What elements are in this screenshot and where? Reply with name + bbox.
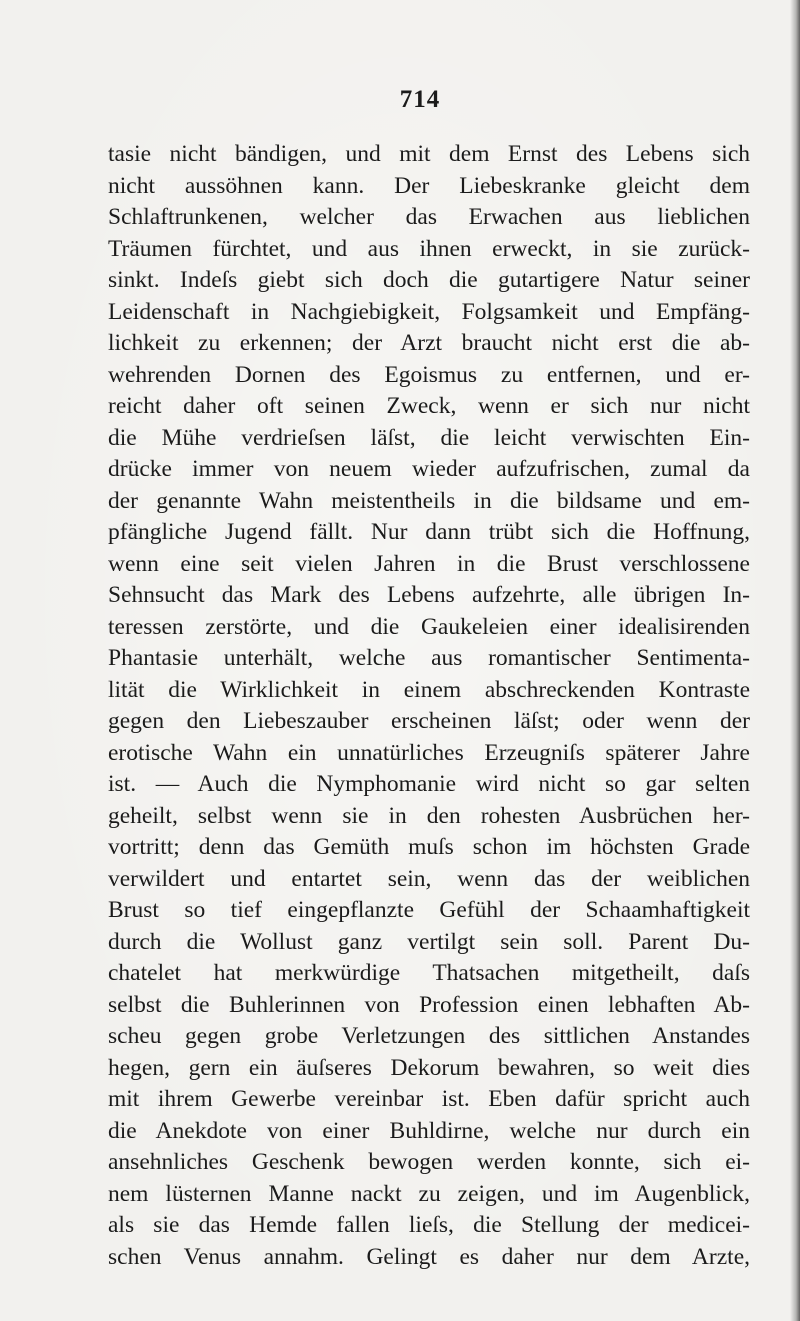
text-line: sinkt. Indeſs giebt sich doch die gutartigere Natur seiner <box>108 267 750 293</box>
text-line: Brust so tief eingepflanzte Gefühl der Schaamhaftigkeit <box>108 897 750 923</box>
text-line: selbst die Buhlerinnen von Profession einen lebhaften Ab- <box>108 991 750 1018</box>
page-number: 714 <box>399 86 441 113</box>
text-line: Phantasie unterhält, welche aus romantischer Sentimenta- <box>108 645 750 671</box>
text-line: lichkeit zu erkennen; der Arzt braucht nicht erst die ab- <box>108 330 750 356</box>
text-line: wenn eine seit vielen Jahren in die Brust verschlossene <box>108 550 750 577</box>
text-line: nem lüsternen Manne nackt zu zeigen, und im Augenblick, <box>108 1180 750 1207</box>
text-line: ansehnliches Geschenk bewogen werden konnte, sich ei- <box>108 1149 750 1175</box>
text-line: der genannte Wahn meistentheils in die bildsame und em- <box>108 487 750 514</box>
text-line: Leidenschaft in Nachgiebigkeit, Folgsamkeit und Empfäng- <box>108 298 750 325</box>
text-line: tasie nicht bändigen, und mit dem Ernst des Lebens sich <box>108 141 750 167</box>
text-line: schen Venus annahm. Gelingt es daher nur dem Arzte, <box>108 1243 750 1270</box>
text-line: durch die Wollust ganz vertilgt sein soll. Parent Du- <box>108 928 750 955</box>
text-line: Sehnsucht das Mark des Lebens aufzehrte, alle übrigen In- <box>108 582 750 608</box>
text-line: nicht aussöhnen kann. Der Liebeskranke gleicht dem <box>108 172 750 199</box>
text-line: die Anekdote von einer Buhldirne, welche nur durch ein <box>108 1117 750 1144</box>
body-text <box>108 139 750 1273</box>
text-line: erotische Wahn ein unnatürliches Erzeugniſs späterer Jahre <box>108 739 750 766</box>
text-line: gegen den Liebeszauber erscheinen läſst; oder wenn der <box>108 708 750 734</box>
text-line: wehrenden Dornen des Egoismus zu entfernen, und er- <box>108 361 750 388</box>
text-line: geheilt, selbst wenn sie in den rohesten Ausbrüchen her- <box>108 802 750 829</box>
text-line: chatelet hat merkwürdige Thatsachen mitgetheilt, daſs <box>108 960 750 986</box>
text-line: lität die Wirklichkeit in einem abschreckenden Kontraste <box>108 676 750 703</box>
page-edge-shadow <box>790 0 800 1321</box>
text-line: drücke immer von neuem wieder aufzufrischen, zumal da <box>108 456 750 482</box>
text-line: vortritt; denn das Gemüth muſs schon im höchsten Grade <box>108 834 750 860</box>
text-line: ist. — Auch die Nymphomanie wird nicht so gar selten <box>108 771 750 797</box>
text-line: teressen zerstörte, und die Gaukeleien einer idealisirenden <box>108 613 750 640</box>
text-line: pfängliche Jugend fällt. Nur dann trübt sich die Hoffnung, <box>108 519 750 545</box>
text-line: verwildert und entartet sein, wenn das der weiblichen <box>108 865 750 892</box>
text-line: Träumen fürchtet, und aus ihnen erweckt, in sie zurück- <box>108 235 750 262</box>
text-line: die Mühe verdrieſsen läſst, die leicht verwischten Ein- <box>108 424 750 451</box>
text-line: mit ihrem Gewerbe vereinbar ist. Eben dafür spricht auch <box>108 1086 750 1112</box>
text-line: als sie das Hemde fallen lieſs, die Stellung der medicei- <box>108 1212 750 1238</box>
text-line: Schlaftrunkenen, welcher das Erwachen aus lieblichen <box>108 204 750 230</box>
text-line: scheu gegen grobe Verletzungen des sittlichen Anstandes <box>108 1023 750 1049</box>
text-line: hegen, gern ein äuſseres Dekorum bewahren, so weit dies <box>108 1054 750 1081</box>
text-line: reicht daher oft seinen Zweck, wenn er sich nur nicht <box>108 393 750 419</box>
